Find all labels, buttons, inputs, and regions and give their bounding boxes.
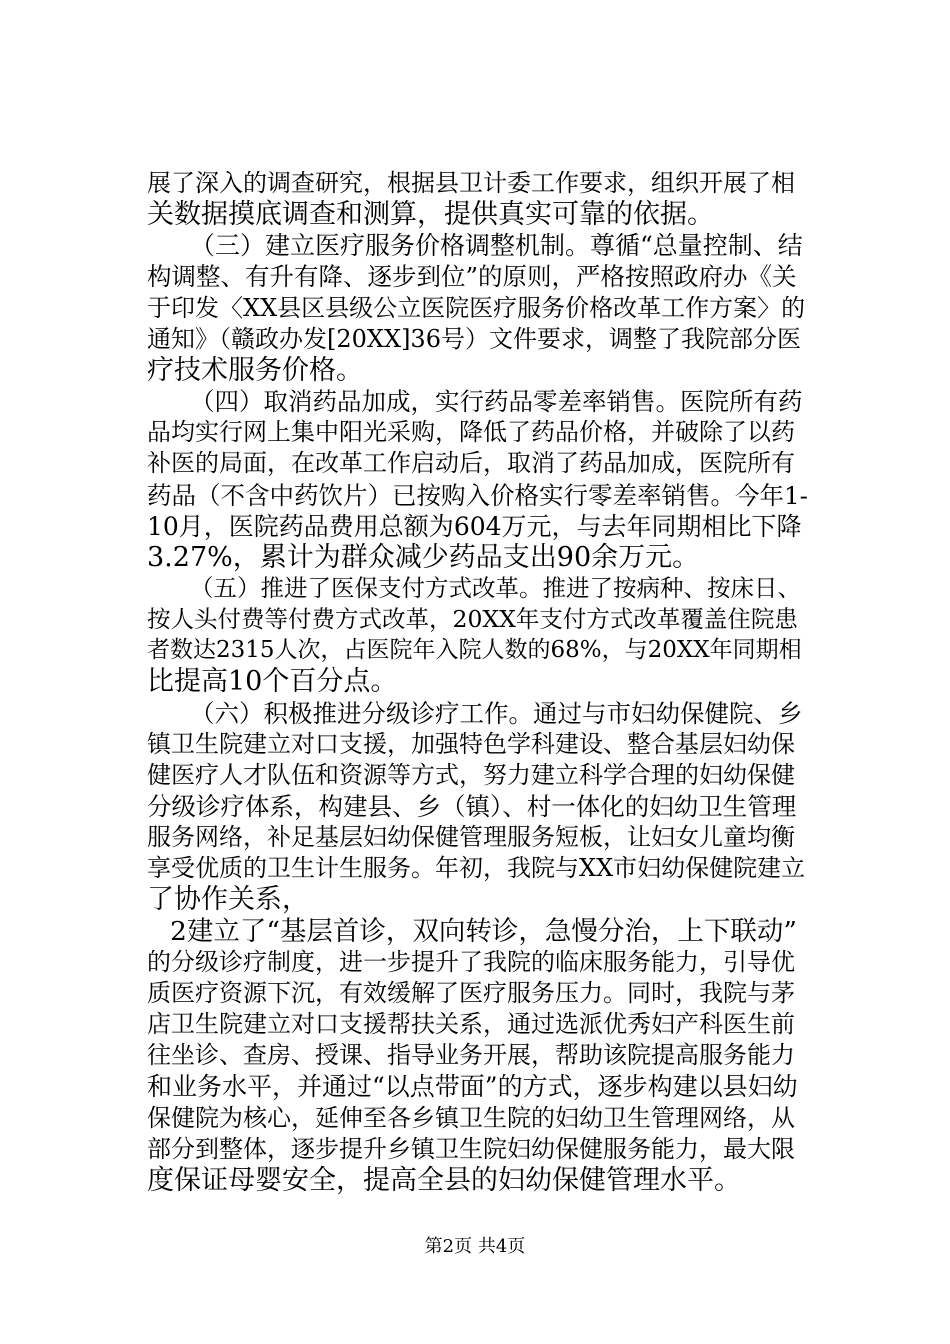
paragraph-line: 构调整、有升有降、逐步到位”的原则，严格按照政府办《关 [147, 262, 797, 292]
paragraph-line: 部分到整体，逐步提升乡镇卫生院妇幼保健服务能力，最大限 [147, 1134, 795, 1163]
paragraph-line: 质医疗资源下沉，有效缓解了医疗服务压力。同时，我院与茅 [147, 978, 795, 1007]
paragraph-line: 补医的局面，在改革工作启动后，取消了药品加成，医院所有 [147, 449, 795, 478]
paragraph-line: （四）取消药品加成，实行药品零差率销售。医院所有药 [190, 387, 803, 417]
paragraph-line: 药品（不含中药饮片）已按购入价格实行零差率销售。今年1- [147, 480, 808, 510]
paragraph-line: 10月，医院药品费用总额为604万元，与去年同期相比下降 [147, 511, 802, 541]
paragraph-line: 和业务水平，并通过“以点带面”的方式，逐步构建以县妇幼 [147, 1072, 798, 1102]
paragraph-line: 度保证母婴安全，提高全县的妇幼保健管理水平。 [147, 1164, 741, 1196]
paragraph-line: （三）建立医疗服务价格调整机制。尊循“总量控制、结 [190, 231, 803, 261]
paragraph-line: 健医疗人才队伍和资源等方式，努力建立科学合理的妇幼保健 [147, 760, 795, 789]
paragraph-line: 3.27%，累计为群众减少药品支出90余万元。 [147, 541, 700, 573]
paragraph-line: （五）推进了医保支付方式改革。推进了按病种、按床日、 [190, 573, 801, 602]
paragraph-line: 展了深入的调查研究，根据县卫计委工作要求，组织开展了相 [147, 169, 795, 197]
paragraph-line: 的分级诊疗制度，进一步提升了我院的临床服务能力，引导优 [147, 947, 795, 976]
paragraph-line: 关数据摸底调查和测算，提供真实可靠的依据。 [147, 199, 714, 231]
paragraph-line: 保健院为核心，延伸至各乡镇卫生院的妇幼卫生管理网络，从 [147, 1103, 795, 1132]
paragraph-line: 2建立了“基层首诊，双向转诊，急慢分治，上下联动” [170, 915, 797, 947]
page-footer: 第2页 共4页 [424, 1236, 526, 1257]
paragraph-line: 者数达2315人次，占医院年入院人数的68%，与20XX年同期相 [147, 637, 802, 664]
paragraph-line: 往坐诊、查房、授课、指导业务开展，帮助该院提高服务能力 [147, 1041, 795, 1070]
paragraph-line: 分级诊疗体系，构建县、乡（镇）、村一体化的妇幼卫生管理 [147, 792, 797, 822]
paragraph-line: （六）积极推进分级诊疗工作。通过与市妇幼保健院、乡 [190, 698, 803, 728]
paragraph-line: 服务网络，补足基层妇幼保健管理服务短板，让妇女儿童均衡 [147, 823, 795, 852]
paragraph-line: 按人头付费等付费方式改革，20XX年支付方式改革覆盖住院患 [147, 605, 798, 634]
paragraph-line: 品均实行网上集中阳光采购，降低了药品价格，并破除了以药 [147, 418, 795, 447]
paragraph-line: 比提高10个百分点。 [147, 666, 398, 698]
paragraph-line: 通知》（赣政办发[20XX]36号）文件要求，调整了我院部分医 [147, 324, 801, 353]
paragraph-line: 于印发〈XX县区县级公立医院医疗服务价格改革工作方案〉的 [147, 293, 806, 322]
paragraph-line: 镇卫生院建立对口支援，加强特色学科建设、整合基层妇幼保 [147, 729, 795, 758]
paragraph-line: 享受优质的卫生计生服务。年初，我院与XX市妇幼保健院建立 [147, 854, 806, 883]
paragraph-line: 了协作关系， [147, 884, 309, 916]
paragraph-line: 店卫生院建立对口支援帮扶关系，通过选派优秀妇产科医生前 [147, 1010, 795, 1039]
paragraph-line: 疗技术服务价格。 [147, 354, 363, 386]
